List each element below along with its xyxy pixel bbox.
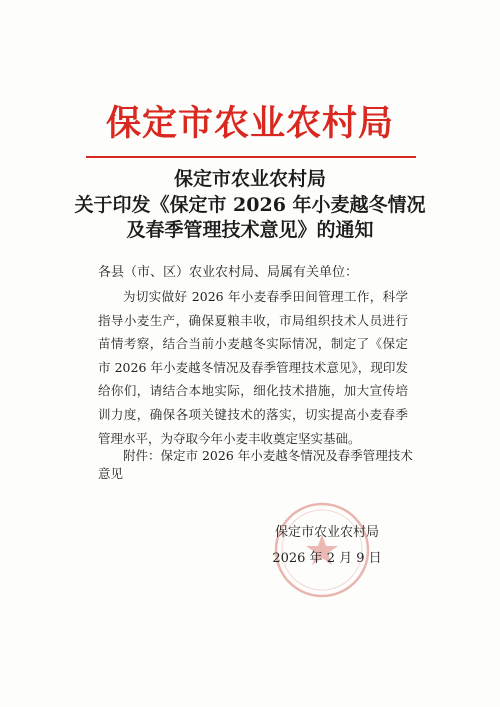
notice-title-line-1: 保定市农业农村局	[173, 168, 326, 190]
body-paragraph: 为切实做好 2026 年小麦春季田间管理工作，科学指导小麦生产，确保夏粮丰收，市局组织技术人员进行苗情考察，结合当前小麦越冬实际情况，制定了《保定市 2026 年小麦越冬情况及春季管理技术意见》，现印发给你们，请结合本地实际，细化技术措施，加大宣传培训力度，确保各项关键技术的落实，切实提高小麦春季管理水平，为夺取今年小麦丰收奠定坚实基础。	[98, 289, 408, 446]
signature-org: 保定市农业农村局	[274, 525, 379, 540]
notice-title-line-3: 及春季管理技术意见》的通知	[126, 219, 374, 241]
signature-date: 2026 年 2 月 9 日	[272, 551, 382, 566]
salutation: 各县（市、区）农业农村局、局属有关单位：	[98, 265, 359, 280]
letterhead-title: 保定市农业农村局	[105, 103, 394, 144]
letterhead-red-line	[86, 156, 416, 158]
attachment-line: 附件：保定市 2026 年小麦越冬情况及春季管理技术意见	[98, 448, 413, 481]
notice-title-line-2: 关于印发《保定市 2026 年小麦越冬情况	[74, 194, 426, 216]
